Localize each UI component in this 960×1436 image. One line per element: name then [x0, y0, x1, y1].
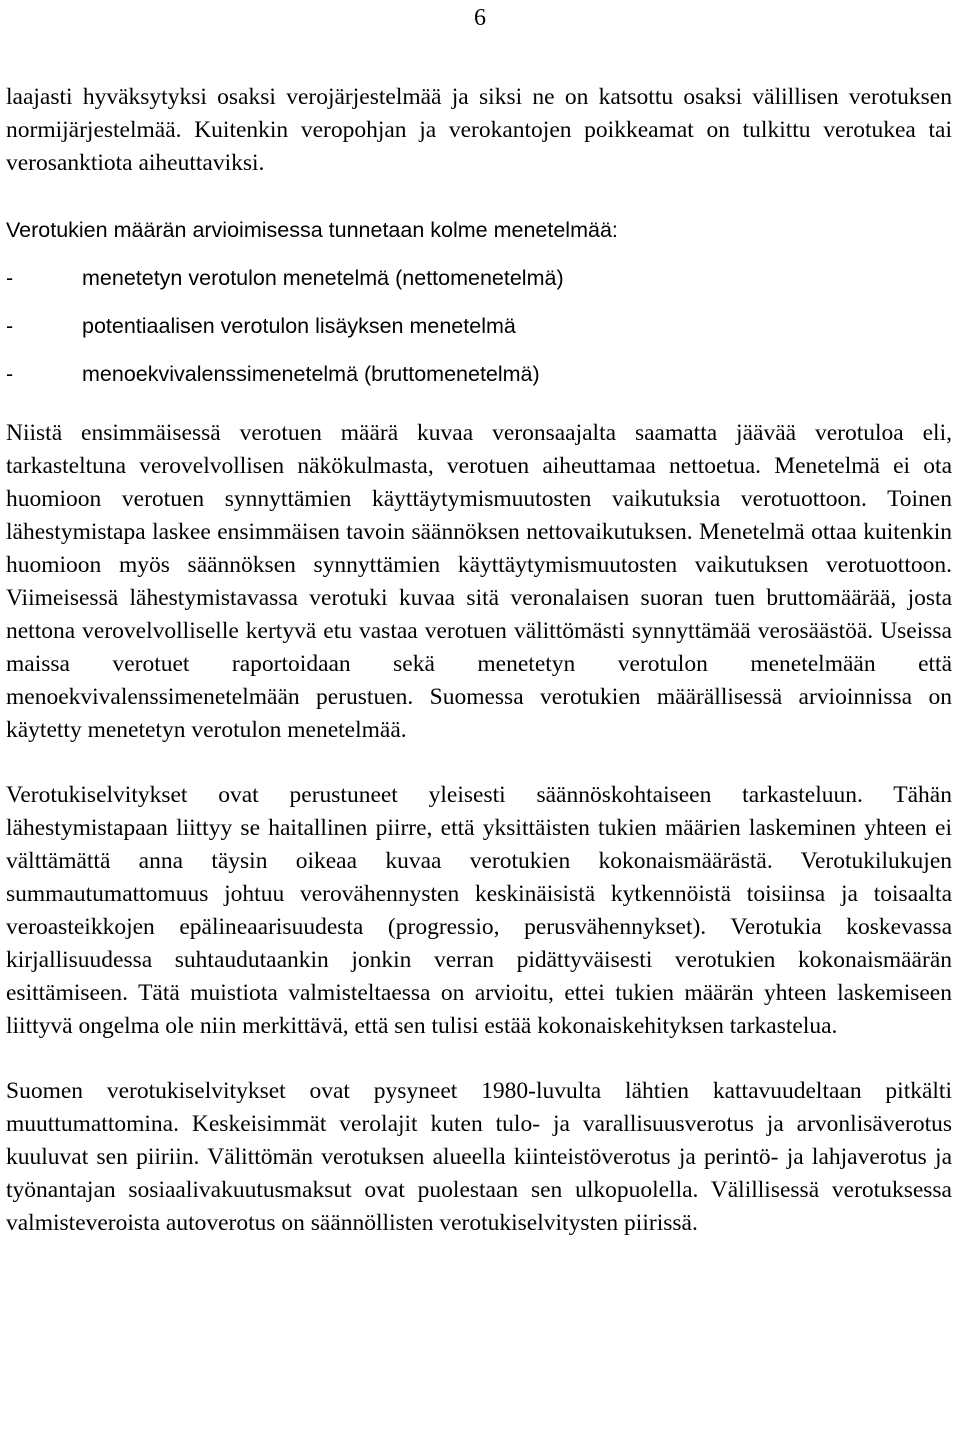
- list-item-text: menetetyn verotulon menetelmä (nettomenetelmä): [82, 266, 564, 290]
- methods-block: [6, 215, 952, 389]
- paragraph-coverage: Suomen verotukiselvitykset ovat pysyneet 1980-luvulta lähtien kattavuudeltaan pitkälti muuttumattomina. Keskeisimmät verolajit kuten tulo- ja varallisuusverotus ja arvonlisäverotus kuuluvat sen piiriin. Välittömän verotuksen alueella kiinteistöverotus ja perintö- ja lahjaverotus ja työnantajan sosiaalivakuutusmaksut ovat puolestaan sen ulkopuolella. Välillisessä verotuksessa valmisteveroista autoverotus on säännöllisten verotukiselvitysten piirissä.: [6, 1078, 952, 1236]
- methods-list: [6, 263, 952, 389]
- methods-intro: Verotukien määrän arvioimisessa tunnetaan kolme menetelmää:: [6, 218, 618, 242]
- list-item-text: menoekvivalenssimenetelmä (bruttomenetelmä): [82, 362, 540, 386]
- list-item: [6, 359, 952, 389]
- paragraph-methods-explanation: Niistä ensimmäisessä verotuen määrä kuvaa veronsaajalta saamatta jäävää verotuloa eli, tarkasteltuna verovelvollisen näkökulmasta, verotuen aiheuttamaa nettoetua. Menetelmä ei ota huomioon verotuen synnyttämien käyttäytymismuutosten vaikutuksia verotuottoon. Toinen lähestymistapa laskee ensimmäisen tavoin säännöksen nettovaikutuksen. Menetelmä ottaa kuitenkin huomioon myös säännöksen synnyttämien käyttäytymismuutosten vaikutuksen verotuottoon. Viimeisessä lähestymistavassa verotuki kuvaa sitä veronalaisen suoran tuen bruttomäärää, josta nettona verovelvolliselle kertyvä etu vastaa verotuen välittömästi synnyttämää verosäästöä. Useissa maissa verotuet raportoidaan sekä menetetyn verotulon menetelmään että menoekvivalenssimenetelmään perustuen. Suomessa verotukien määrällisessä arvioinnissa on käytetty menetetyn verotulon menetelmää.: [6, 420, 952, 743]
- paragraph-aggregation: Verotukiselvitykset ovat perustuneet yleisesti säännöskohtaiseen tarkasteluun. Tähän lähestymistapaan liittyy se haitallinen piirre, että yksittäisten tukien määrien laskeminen yhteen ei välttämättä anna täysin oikeaa kuvaa verotukien kokonaismäärästä. Verotukilukujen summautumattomuus johtuu verovähennysten keskinäisistä kytkennöistä toisiinsa ja toisaalta veroasteikkojen epälineaarisuudesta (progressio, perusvähennykset). Verotukia koskevassa kirjallisuudessa suhtaudutaankin jonkin verran pidättyväisesti verotukien kokonaismäärän esittämiseen. Tätä muistiota valmisteltaessa on arvioitu, ettei tukien määrän yhteen laskemiseen liittyvä ongelma ole niin merkittävä, että sen tulisi estää kokonaiskehityksen tarkastelua.: [6, 782, 952, 1039]
- list-item-text: potentiaalisen verotulon lisäyksen menetelmä: [82, 314, 516, 338]
- list-dash: -: [6, 266, 14, 290]
- list-dash: -: [6, 362, 14, 386]
- paragraph-continuation: laajasti hyväksytyksi osaksi verojärjestelmää ja siksi ne on katsottu osaksi välillisen verotuksen normijärjestelmää. Kuitenkin veropohjan ja verokantojen poikkeamat on tulkittu verotukea tai verosanktiota aiheuttaviksi.: [6, 84, 952, 176]
- list-item: [6, 263, 952, 293]
- document-body: [6, 81, 952, 1240]
- list-dash: -: [6, 314, 14, 338]
- list-item: [6, 311, 952, 341]
- page-number: 6: [474, 5, 486, 31]
